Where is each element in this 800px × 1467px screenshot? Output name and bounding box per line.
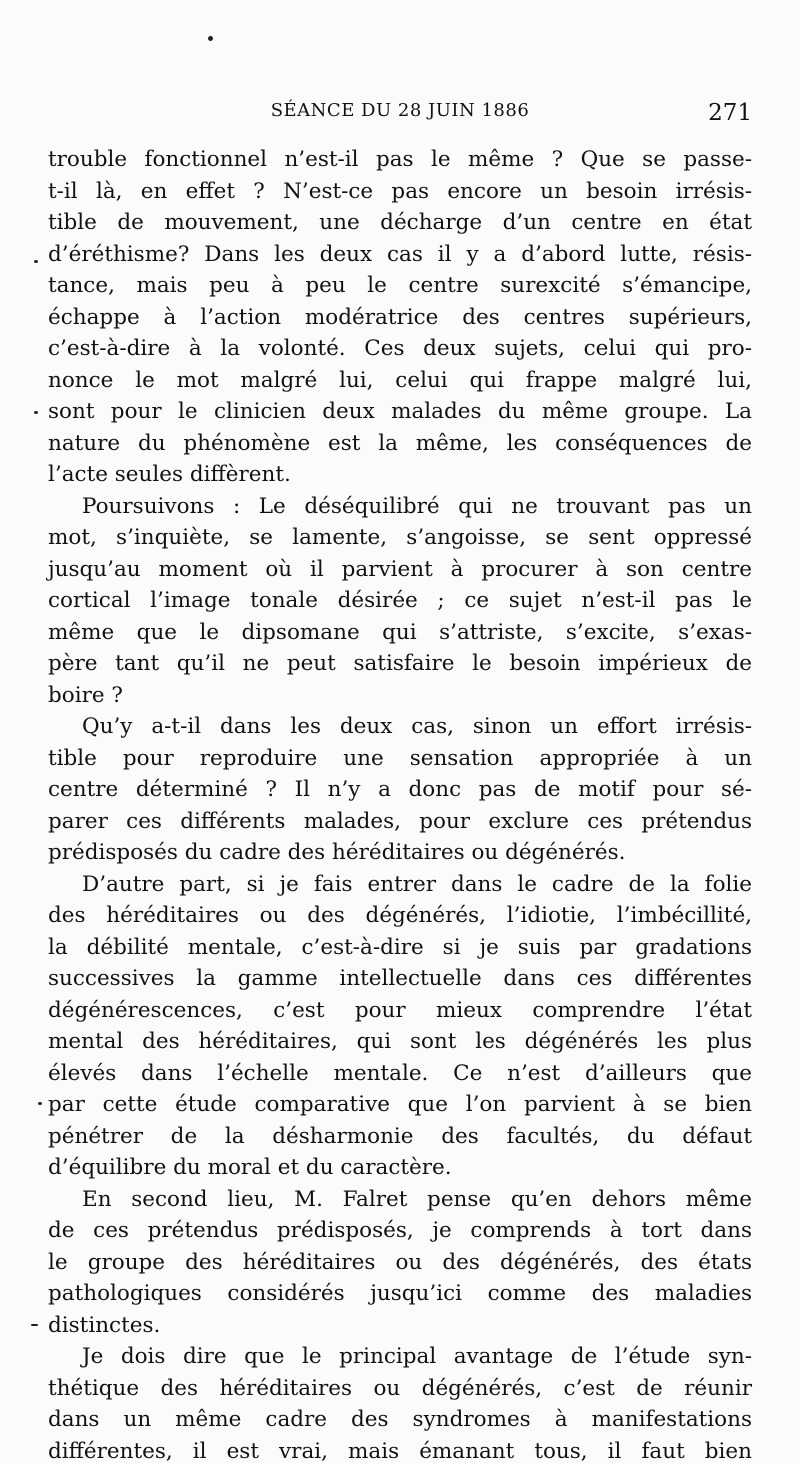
text-line: nonce le mot malgré lui, celui qui frappe malgré lui, [48, 365, 752, 397]
text-line: la débilité mentale, c’est-à-dire si je suis par gradations [48, 932, 752, 964]
text-line: trouble fonctionnel n’est-il pas le même ? Que se passe- [48, 144, 752, 176]
text-line: mot, s’inquiète, se lamente, s’angoisse, se sent oppressé [48, 522, 752, 554]
body-text [48, 144, 752, 1467]
text-line: pathologiques considérés jusqu’ici comme des maladies [48, 1278, 752, 1310]
paragraph-first-line: D’autre part, si je fais entrer dans le cadre de la folie [48, 869, 752, 901]
text-line: centre déterminé ? Il n’y a donc pas de motif pour sé- [48, 774, 752, 806]
text-line: le groupe des héréditaires ou des dégénérés, des états [48, 1247, 752, 1279]
text-line: tible de mouvement, une décharge d’un centre en état [48, 207, 752, 239]
text-line: de ces prétendus prédisposés, je comprends à tort dans [48, 1215, 752, 1247]
text-line: pénétrer de la désharmonie des facultés, du défaut [48, 1121, 752, 1153]
text-line: mental des héréditaires, qui sont les dégénérés les plus [48, 1026, 752, 1058]
text-line: différentes, il est vrai, mais émanant tous, il faut bien [48, 1436, 752, 1467]
text-line: père tant qu’il ne peut satisfaire le besoin impérieux de [48, 648, 752, 680]
text-line: échappe à l’action modératrice des centres supérieurs, [48, 302, 752, 334]
text-line: élevés dans l’échelle mentale. Ce n’est d’ailleurs que [48, 1058, 752, 1090]
text-line: même que le dipsomane qui s’attriste, s’excite, s’exas- [48, 617, 752, 649]
text-line: boire ? [48, 680, 752, 712]
text-line: dans un même cadre des syndromes à manifestations [48, 1404, 752, 1436]
page-header [48, 100, 752, 134]
text-line: l’acte seules diffèrent. [48, 459, 752, 491]
margin-mark [34, 411, 38, 414]
text-line: tible pour reproduire une sensation appropriée à un [48, 743, 752, 775]
ink-speck [208, 36, 213, 41]
paragraph-first-line: En second lieu, M. Falret pense qu’en dehors même [48, 1184, 752, 1216]
margin-mark [38, 1102, 42, 1105]
margin-mark [31, 1324, 38, 1326]
text-line: sont pour le clinicien deux malades du même groupe. La [48, 396, 752, 428]
text-line: distinctes. [48, 1310, 752, 1342]
text-line: jusqu’au moment où il parvient à procurer à son centre [48, 554, 752, 586]
text-line: par cette étude comparative que l’on parvient à se bien [48, 1089, 752, 1121]
page-number: 271 [708, 100, 752, 126]
running-head: SÉANCE DU 28 JUIN 1886 [48, 100, 752, 121]
text-line: dégénérescences, c’est pour mieux comprendre l’état [48, 995, 752, 1027]
text-line: successives la gamme intellectuelle dans ces différentes [48, 963, 752, 995]
paragraph-first-line: Qu’y a-t-il dans les deux cas, sinon un effort irrésis- [48, 711, 752, 743]
margin-mark [34, 260, 38, 263]
text-line: cortical l’image tonale désirée ; ce sujet n’est-il pas le [48, 585, 752, 617]
text-line: tance, mais peu à peu le centre surexcité s’émancipe, [48, 270, 752, 302]
text-line: prédisposés du cadre des héréditaires ou dégénérés. [48, 837, 752, 869]
paragraph-first-line: Poursuivons : Le déséquilibré qui ne trouvant pas un [48, 491, 752, 523]
text-line: c’est-à-dire à la volonté. Ces deux sujets, celui qui pro- [48, 333, 752, 365]
text-line: parer ces différents malades, pour exclure ces prétendus [48, 806, 752, 838]
text-line: nature du phénomène est la même, les conséquences de [48, 428, 752, 460]
text-line: d’équilibre du moral et du caractère. [48, 1152, 752, 1184]
text-line: thétique des héréditaires ou dégénérés, c’est de réunir [48, 1373, 752, 1405]
paragraph-first-line: Je dois dire que le principal avantage de l’étude syn- [48, 1341, 752, 1373]
text-line: des héréditaires ou des dégénérés, l’idiotie, l’imbécillité, [48, 900, 752, 932]
text-line: d’éréthisme? Dans les deux cas il y a d’abord lutte, résis- [48, 239, 752, 271]
text-line: t-il là, en effet ? N’est-ce pas encore un besoin irrésis- [48, 176, 752, 208]
